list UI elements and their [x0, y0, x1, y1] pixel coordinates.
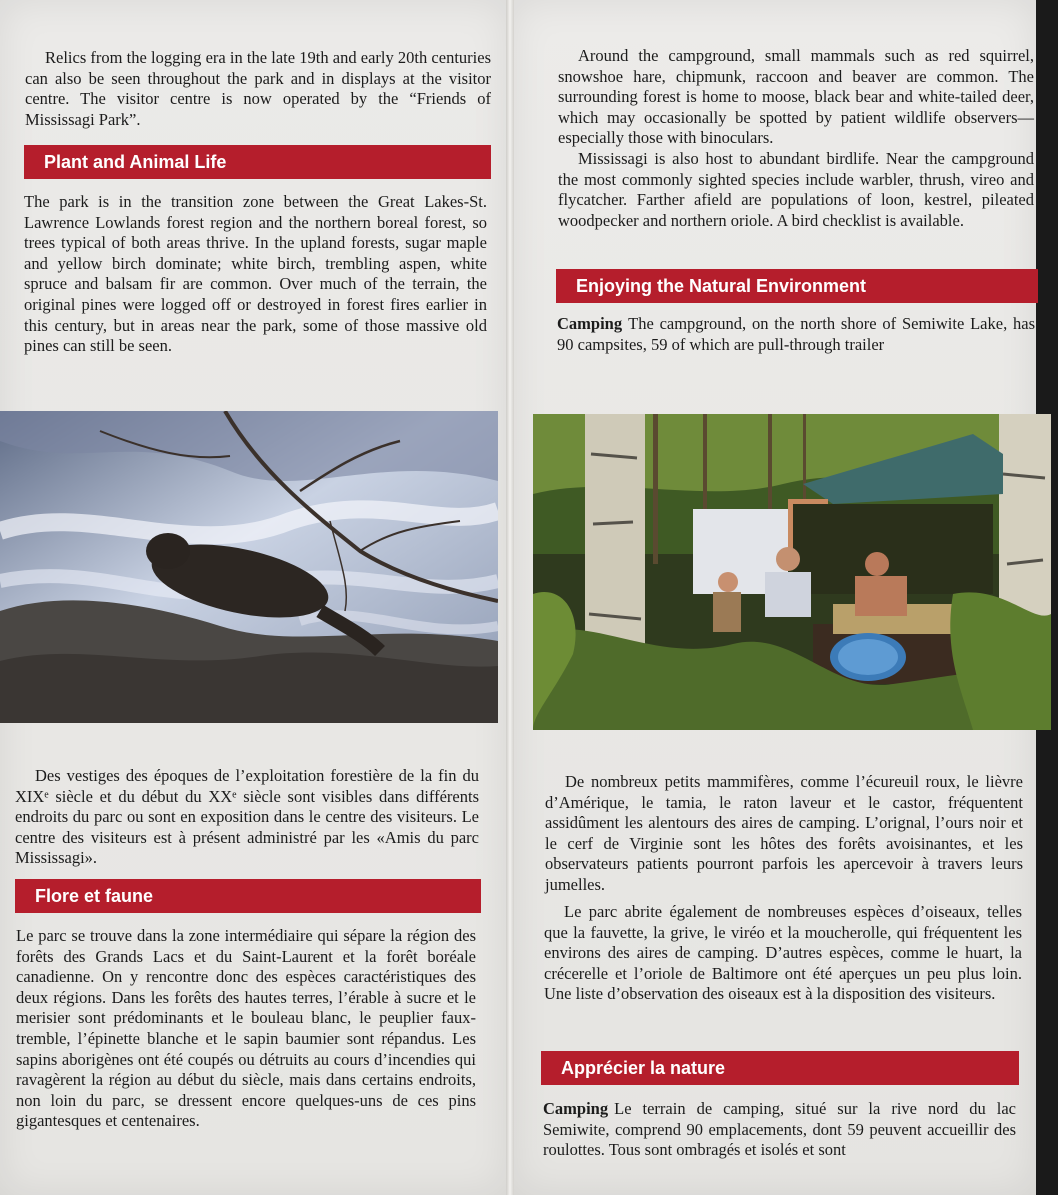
birds-paragraph-en: Mississagi is also host to abundant birdlife. Near the campground the most commonly sighted species include warbler, thrush, vireo and flycatcher. Farther afield are populations of loon, kestrel, pileated woodpecker and northern oriole. A bird checklist is available. — [558, 149, 1034, 230]
plant-animal-heading: Plant and Animal Life — [24, 145, 491, 179]
camping-paragraph-en — [557, 314, 1035, 355]
mammals-paragraph-fr: De nombreux petits mammifères, comme l’écureuil roux, le lièvre d’Amérique, le tamia, le raton laveur et le castor, fréquentent assidûment les alentours des aires de camping. L’orignal, l’ours noir et le cerf de Virginie sont les hôtes des forêts avoisinantes, et les observateurs patients pourront parfois les apercevoir à travers leurs jumelles. — [545, 772, 1023, 894]
plant-paragraph-en: The park is in the transition zone between the Great Lakes-St. Lawrence Lowlands forest region and the northern boreal forest, so trees typical of both areas thrive. In the upland forests, sugar maple and yellow birch dominate; white birch, trembling aspen, white spruce and balsam fir are common. Over much of the terrain, the original pines were logged off or destroyed in forest fires earlier in this century, but in areas near the park, some of those massive old pines can still be seen. — [24, 192, 487, 356]
plant-paragraph-fr: Le parc se trouve dans la zone intermédiaire qui sépare la région des forêts des Grands Lacs et du Saint-Laurent et la forêt boréale canadienne. On y rencontre donc des espèces caractéristiques des deux régions. Dans les forêts des hautes terres, l’érable à sucre et le merisier sont prédominants et le bouleau blanc, le peuplier faux-tremble, l’épinette blanche et le sapin baumier sont répandus. Les sapins aborigènes ont été coupés ou détruits au cours d’incendies qui ravagèrent la région au début du siècle, mais dans certains endroits, non loin du parc, se dressent encore quelques-uns de ces pins gigantesques et centenaires. — [16, 926, 476, 1131]
birds-paragraph-fr: Le parc abrite également de nombreuses espèces d’oiseaux, telles que la fauvette, la grive, le viréo et la moucherolle, qui fréquentent les environs des aires de camping. D’autres espèces, comme le huart, la crécerelle et l’oriole de Baltimore ont été aperçues un peu plus loin. Une liste d’observation des oiseaux est à la disposition des visiteurs. — [544, 902, 1022, 1004]
camping-text-en: The campground, on the north shore of Semiwite Lake, has 90 campsites, 59 of which are pull-through trailer — [557, 314, 1035, 354]
camping-lead-en: Camping — [557, 314, 623, 333]
camping-lead-fr: Camping — [543, 1099, 609, 1118]
enjoying-nature-heading: Enjoying the Natural Environment — [556, 269, 1038, 303]
camping-text-fr: Le terrain de camping, situé sur la rive nord du lac Semiwite, comprend 90 emplacements, dont 59 peuvent accueillir des roulottes. Tous sont ombragés et isolés et sont — [543, 1099, 1016, 1160]
campsite-photo — [533, 414, 1051, 730]
beaver-waterfall-photo — [0, 411, 498, 723]
mammals-paragraph-en: Around the campground, small mammals such as red squirrel, snowshoe hare, chipmunk, raccoon and beaver are common. The surrounding forest is home to moose, black bear and white-tailed deer, which may occasionally be spotted by patient wildlife observers—especially those with binoculars. — [558, 46, 1034, 148]
camping-paragraph-fr — [543, 1099, 1016, 1161]
relics-paragraph-en: Relics from the logging era in the late 19th and early 20th centuries can also be seen throughout the park and in displays at the visitor centre. The visitor centre is now operated by the “Friends of Mississagi Park”. — [25, 48, 491, 129]
apprecier-nature-heading: Apprécier la nature — [541, 1051, 1019, 1085]
flore-faune-heading: Flore et faune — [15, 879, 481, 913]
relics-paragraph-fr: Des vestiges des époques de l’exploitation forestière de la fin du XIXᵉ siècle et du début du XXᵉ siècle sont visibles dans différents endroits du parc ou sont en exposition dans le centre des visiteurs. Le centre des visiteurs est à présent administré par les «Amis du parc Mississagi». — [15, 766, 479, 868]
page-fold — [506, 0, 514, 1195]
